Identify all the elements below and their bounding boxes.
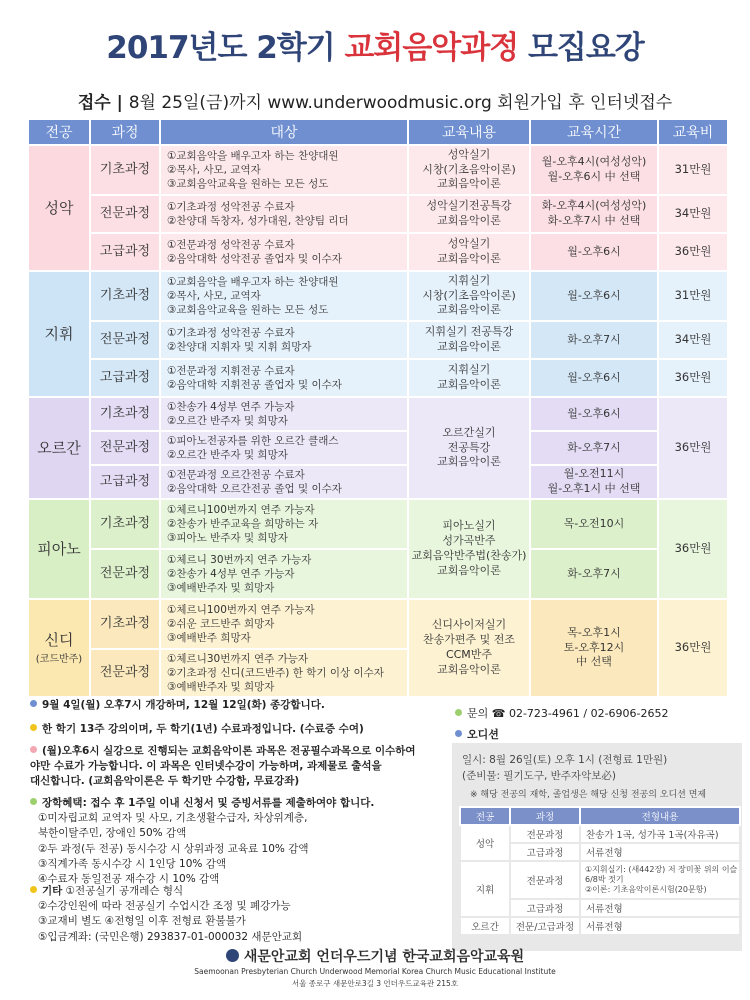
- course-cell: 전문과정: [90, 549, 160, 599]
- footer-address: 서울 종로구 새문안로3길 3 언더우드교육관 215호: [291, 979, 459, 988]
- course-cell: 전문과정: [90, 649, 160, 697]
- reception-label: 접수 |: [77, 93, 129, 113]
- audition-table: [459, 806, 741, 936]
- note-duration: 한 학기 13주 강의이며, 두 학기(1년) 수료과정입니다. (수료증 수여): [30, 722, 364, 737]
- aud-header-content: 전형내용: [580, 807, 740, 825]
- contact-phone: 02-723-4961 / 02-6906-2652: [508, 707, 669, 720]
- course-cell: 고급과정: [90, 233, 160, 271]
- header-target: 대상: [160, 119, 408, 145]
- course-cell: 기초과정: [90, 397, 160, 431]
- note-opening: 9월 4일(월) 오후7시 개강하며, 12월 12일(화) 종강합니다.: [30, 698, 325, 713]
- table-row: 고급과정 서류전형: [460, 899, 740, 917]
- fee-cell: 36만원: [658, 233, 728, 271]
- aud-header-major: 전공: [460, 807, 510, 825]
- table-row: [28, 145, 728, 195]
- time-cell: 화-오후4시(여성성악) 화-오후7시 中 선택: [530, 195, 658, 233]
- course-cell: 전문과정: [90, 195, 160, 233]
- time-cell: 월-오후6시: [530, 359, 658, 397]
- bullet-icon: [30, 700, 37, 707]
- table-row: [28, 195, 728, 233]
- table-row: [28, 599, 728, 649]
- audition-prep: (준비물: 필기도구, 반주자악보必): [462, 770, 616, 782]
- target-cell: ①전문과정 오르간전공 수료자 ②음악대학 오르간전공 졸업 및 이수자: [160, 465, 408, 499]
- target-cell: ①찬송가 4성부 연주 가능자 ②오르간 반주자 및 희망자: [160, 397, 408, 431]
- header-time: 교육시간: [530, 119, 658, 145]
- table-row: [28, 397, 728, 431]
- target-cell: ①전문과정 성악전공 수료자 ②음악대학 성악전공 졸업자 및 이수자: [160, 233, 408, 271]
- course-cell: 기초과정: [90, 499, 160, 549]
- fee-cell: 31만원: [658, 145, 728, 195]
- header-fee: 교육비: [658, 119, 728, 145]
- table-row: [28, 549, 728, 599]
- course-cell: 고급과정: [90, 465, 160, 499]
- content-cell: 신디사이저실기 찬송가편주 및 전조 CCM반주 교회음악이론: [408, 599, 530, 697]
- content-cell: 오르간실기 전공특강 교회음악이론: [408, 397, 530, 499]
- note-theory: (월)오후6시 실강으로 진행되는 교회음악이론 과목은 전공필수과목으로 이수하여 야만 수료가 가능합니다. 이 과목은 인터넷수강이 가능하며, 과제물로 출석을 대신합니다. (교회음악이론은 두 학기만 수강함, 무료강좌): [30, 745, 416, 788]
- fee-cell: 36만원: [658, 499, 728, 599]
- target-cell: ①체르니100번까지 연주 가능자 ②쉬운 코드반주 희망자 ③예배반주 희망자: [160, 599, 408, 649]
- target-cell: ①교회음악을 배우고자 하는 찬양대원 ②목사, 사모, 교역자 ③교회음악교육을 원하는 모든 성도: [160, 271, 408, 321]
- table-row: [28, 233, 728, 271]
- bullet-icon: [30, 746, 37, 753]
- contact: 문의 ☎ 02-723-4961 / 02-6906-2652: [455, 706, 669, 722]
- audition-note: ※ 해당 전공의 재학, 졸업생은 해당 신청 전공의 오디션 면제: [470, 790, 707, 800]
- aud-header-course: 과정: [510, 807, 580, 825]
- major-piano: 피아노: [28, 499, 90, 599]
- bullet-icon: [30, 798, 37, 805]
- audition-header-row: [460, 807, 740, 825]
- time-cell: 월-오후6시: [530, 271, 658, 321]
- footer-org: 새문안교회 언더우드기념 한국교회음악교육원: [0, 946, 750, 966]
- course-cell: 기초과정: [90, 271, 160, 321]
- content-cell: 성악실기전공특강 교회음악이론: [408, 195, 530, 233]
- bullet-icon: [455, 709, 462, 716]
- bullet-icon: [30, 886, 37, 893]
- fee-cell: 34만원: [658, 321, 728, 359]
- target-cell: ①전문과정 지휘전공 수료자 ②음악대학 지휘전공 졸업자 및 이수자: [160, 359, 408, 397]
- bullet-icon: [30, 724, 37, 731]
- audition-date: 일시: 8월 26일(토) 오후 1시 (전형료 1만원): [462, 754, 668, 766]
- content-cell: 성악실기 시창(기초음악이론) 교회음악이론: [408, 145, 530, 195]
- target-cell: ①체르니100번까지 연주 가능자 ②찬송가 반주교육을 희망하는 자 ③피아노 반주자 및 희망자: [160, 499, 408, 549]
- course-cell: 기초과정: [90, 599, 160, 649]
- fee-cell: 31만원: [658, 271, 728, 321]
- content-cell: 피아노실기 성가곡반주 교회음악반주법(찬송가) 교회음악이론: [408, 499, 530, 599]
- header-content: 교육내용: [408, 119, 530, 145]
- footer-eng: Saemoonan Presbyterian Church Underwood Memorial Korea Church Music Educational Institute: [194, 967, 556, 976]
- content-cell: 지휘실기 시창(기초음악이론) 교회음악이론: [408, 271, 530, 321]
- note-scholarship: 장학혜택: 접수 후 1주일 이내 신청서 및 증빙서류를 제출하여야 합니다. ①미자립교회 교역자 및 사모, 기초생활수급자, 차상위계층, 북한이탈주민, 장애인 50% 감액 ②두 과정(두 전공) 동시수강 시 상위과정 교육료 10% 감액 ③직계가족 동시수강 시 1인당 10% 감액 ④수료자 동일전공 재수강 시 10% 감액: [30, 796, 374, 887]
- table-row: [28, 431, 728, 465]
- target-cell: ①체르니 30번까지 연주 가능자 ②찬송가 4성부 연주 가능자 ③예배반주자 및 희망자: [160, 549, 408, 599]
- time-cell: 목-오전10시: [530, 499, 658, 549]
- table-row: 오르간 전문/고급과정 서류전형: [460, 917, 740, 935]
- note-etc: 기타 ①전공실기 공개레슨 형식 ②수강인원에 따라 전공실기 수업시간 조정 및 폐강가능 ③교재비 별도 ④전형일 이후 전형료 환불불가 ⑤입금계좌: (국민은행) 293837-01-000032 새문안교회: [30, 884, 302, 945]
- title-accent: 교회음악과정: [344, 30, 519, 66]
- course-cell: 기초과정: [90, 145, 160, 195]
- fee-cell: 36만원: [658, 397, 728, 499]
- fee-cell: 36만원: [658, 599, 728, 697]
- footer: [0, 946, 750, 989]
- table-row: [28, 271, 728, 321]
- time-cell: 월-오후6시: [530, 397, 658, 431]
- content-cell: 지휘실기 교회음악이론: [408, 359, 530, 397]
- header-course: 과정: [90, 119, 160, 145]
- title-part2: 모집요강: [518, 30, 644, 66]
- table-row: 고급과정 서류전형: [460, 843, 740, 861]
- target-cell: ①교회음악을 배우고자 하는 찬양대원 ②목사, 사모, 교역자 ③교회음악교육을 원하는 모든 성도: [160, 145, 408, 195]
- reception-line: [0, 88, 750, 113]
- major-synth: 신디 (코드반주): [28, 599, 90, 697]
- content-cell: 지휘실기 전공특강 교회음악이론: [408, 321, 530, 359]
- course-cell: 전문과정: [90, 321, 160, 359]
- time-cell: 화-오후7시: [530, 549, 658, 599]
- time-cell: 화-오후7시: [530, 431, 658, 465]
- course-table: [27, 118, 729, 698]
- time-cell: 월-오후4시(여성성악) 월-오후6시 中 선택: [530, 145, 658, 195]
- major-organ: 오르간: [28, 397, 90, 499]
- table-header-row: [28, 119, 728, 145]
- table-row: [28, 359, 728, 397]
- title-part1: 2017년도 2학기: [106, 30, 345, 66]
- major-vocal: 성악: [28, 145, 90, 271]
- target-cell: ①기초과정 성악전공 수료자 ②찬양대 독창자, 성가대원, 찬양팀 리더: [160, 195, 408, 233]
- time-cell: 월-오후6시: [530, 233, 658, 271]
- major-conducting: 지휘: [28, 271, 90, 397]
- time-cell: 화-오후7시: [530, 321, 658, 359]
- time-cell: 월-오전11시 월-오후1시 中 선택: [530, 465, 658, 499]
- course-cell: 고급과정: [90, 359, 160, 397]
- content-cell: 성악실기 교회음악이론: [408, 233, 530, 271]
- target-cell: ①체르니30번까지 연주 가능자 ②기초과정 신디(코드반주) 한 학기 이상 이수자 ③예배반주자 및 희망자: [160, 649, 408, 697]
- target-cell: ①기초과정 성악전공 수료자 ②찬양대 지휘자 및 지휘 희망자: [160, 321, 408, 359]
- time-cell: 목-오후1시 토-오후12시 中 선택: [530, 599, 658, 697]
- audition-title: 오디션: [455, 727, 499, 743]
- bullet-icon: [455, 730, 462, 737]
- fee-cell: 34만원: [658, 195, 728, 233]
- course-cell: 전문과정: [90, 431, 160, 465]
- header-major: 전공: [28, 119, 90, 145]
- page-title: [0, 22, 750, 67]
- table-row: [28, 321, 728, 359]
- church-logo-icon: [226, 949, 239, 962]
- table-row: [28, 499, 728, 549]
- fee-cell: 36만원: [658, 359, 728, 397]
- reception-text: 8월 25일(금)까지 www.underwoodmusic.org 회원가입 후 인터넷접수: [128, 93, 673, 113]
- table-row: [28, 465, 728, 499]
- target-cell: ①피아노전공자를 위한 오르간 클래스 ②오르간 반주자 및 희망자: [160, 431, 408, 465]
- table-row: 성악 전문과정 찬송가 1곡, 성가곡 1곡(자유곡): [460, 825, 740, 843]
- table-row: 지휘 전문과정 ①지휘실기: (새442장) 저 장미꽃 위의 이슬 6/8박 젓기 ②이론: 기초음악이론시험(20문항): [460, 861, 740, 899]
